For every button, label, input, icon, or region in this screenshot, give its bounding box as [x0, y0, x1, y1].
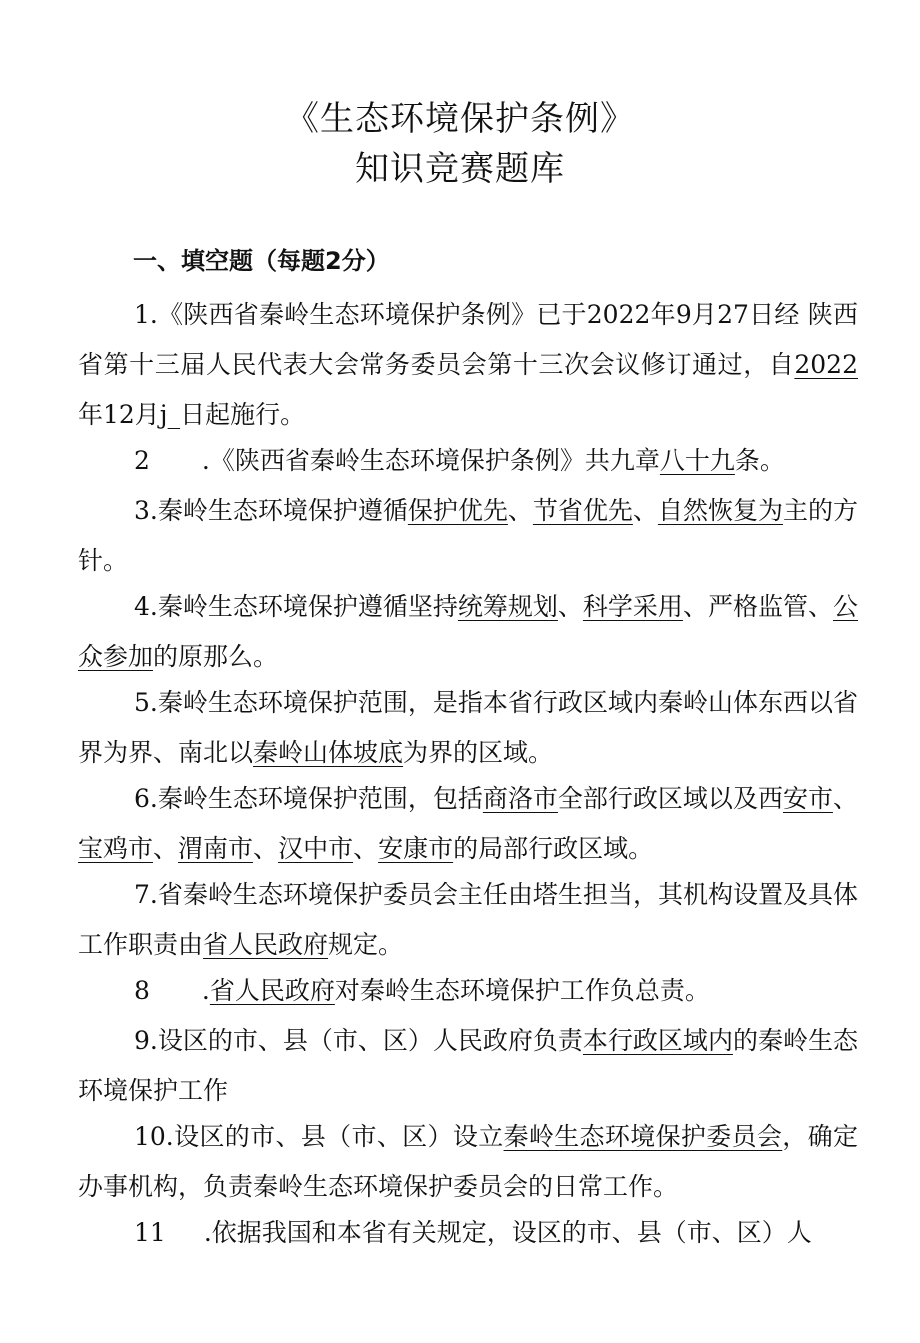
- question-text: 秦岭生态环境保护遵循坚持: [157, 592, 458, 621]
- question-text: 、: [153, 834, 179, 863]
- question-text: 的原那么。: [153, 642, 279, 671]
- question-text: 、: [632, 496, 658, 525]
- question-text: 省秦岭生态环境保护委员会主任由塔生担当，其机构设置及具体工作职责由: [78, 880, 858, 959]
- answer-blank: 本行政区域内: [582, 1026, 733, 1055]
- answer-blank: 省人民政府: [209, 976, 335, 1005]
- question-text: 、: [253, 834, 279, 863]
- question-text: 为界的区域。: [403, 738, 554, 767]
- answer-blank: 八十九: [659, 446, 735, 475]
- question-separator: .: [203, 1218, 212, 1247]
- question-text: 依据我国和本省有关规定，设区的市、县（市、区）人: [211, 1218, 812, 1247]
- answer-blank: 安市: [782, 784, 833, 813]
- answer-blank: 省人民政府: [203, 930, 329, 959]
- question-3: [78, 486, 858, 586]
- document-title: 《生态环境保护条例》: [285, 99, 635, 139]
- question-text: ，确定办事机构，负责秦岭生态环境保护委员会的日常工作。: [78, 1122, 858, 1201]
- answer-blank: 公众参加: [78, 592, 858, 671]
- question-2: [78, 436, 858, 486]
- question-number: 11: [134, 1218, 166, 1247]
- question-number: 9.: [134, 1026, 158, 1055]
- question-text: 《陕西省秦岭生态环境保护条例》共九章: [209, 446, 660, 475]
- question-text: 秦岭生态环境保护范围，是指本省行政区域内秦岭山体东西以省界为界、南北以: [78, 688, 858, 767]
- question-text: 的秦岭生态环境保护工作: [78, 1026, 858, 1105]
- answer-blank: 渭南市: [178, 834, 254, 863]
- question-text: 年12月j_日起施行。: [78, 400, 306, 429]
- question-text: 对秦岭生态环境保护工作负总责。: [334, 976, 710, 1005]
- question-number: 10.: [134, 1122, 174, 1151]
- question-number: 7.: [134, 880, 158, 909]
- answer-blank: 安康市: [378, 834, 454, 863]
- answer-blank: 节省优先: [532, 496, 633, 525]
- question-8: [78, 966, 858, 1016]
- question-text: 的局部行政区域。: [453, 834, 654, 863]
- question-number: 1.: [134, 300, 158, 329]
- question-5: [78, 678, 858, 778]
- question-text: 、严格监管、: [682, 592, 833, 621]
- question-number: 3.: [134, 496, 158, 525]
- question-number: 6.: [134, 784, 158, 813]
- answer-blank: 保护优先: [407, 496, 508, 525]
- section-heading: 一、填空题（每题2分）: [133, 247, 390, 275]
- question-text: 设区的市、县（市、区）人民政府负责: [157, 1026, 583, 1055]
- question-text: 《陕西省秦岭生态环境保护条例》已于2022年9月27日经 陕西省第十三届人民代表大会常务委员会第十三次会议修订通过，自: [78, 300, 858, 379]
- question-4: [78, 582, 858, 682]
- question-7: [78, 870, 858, 970]
- question-11: [78, 1208, 858, 1258]
- question-separator: .: [201, 446, 210, 475]
- answer-blank: 宝鸡市: [78, 834, 154, 863]
- answer-blank: 秦岭山体坡底: [253, 738, 404, 767]
- question-1: [78, 290, 858, 440]
- question-6: [78, 774, 858, 874]
- question-text: 秦岭生态环境保护范围，包括: [157, 784, 483, 813]
- question-text: 全部行政区域以及西: [557, 784, 783, 813]
- question-number: 5.: [134, 688, 158, 717]
- question-text: 、: [557, 592, 583, 621]
- question-text: 、: [507, 496, 533, 525]
- question-text: 、: [832, 784, 858, 813]
- answer-blank: 秦岭生态环境保护委员会: [503, 1122, 783, 1151]
- question-text: 规定。: [328, 930, 404, 959]
- question-number: 2: [134, 446, 150, 475]
- question-text: 、: [353, 834, 379, 863]
- question-number: 4.: [134, 592, 158, 621]
- question-text: 秦岭生态环境保护遵循: [157, 496, 408, 525]
- answer-blank: 2022: [794, 350, 858, 379]
- question-text: 主的方针。: [78, 496, 858, 575]
- answer-blank: 统筹规划: [457, 592, 558, 621]
- question-text: 设区的市、县（市、区）设立: [173, 1122, 504, 1151]
- answer-blank: 汉中市: [278, 834, 354, 863]
- answer-blank: 科学采用: [582, 592, 683, 621]
- answer-blank: 自然恢复为: [657, 496, 783, 525]
- question-text: 条。: [734, 446, 785, 475]
- question-10: [78, 1112, 858, 1212]
- question-separator: .: [201, 976, 210, 1005]
- question-9: [78, 1016, 858, 1116]
- question-number: 8: [134, 976, 150, 1005]
- document-subtitle: 知识竞赛题库: [355, 149, 565, 189]
- answer-blank: 商洛市: [482, 784, 558, 813]
